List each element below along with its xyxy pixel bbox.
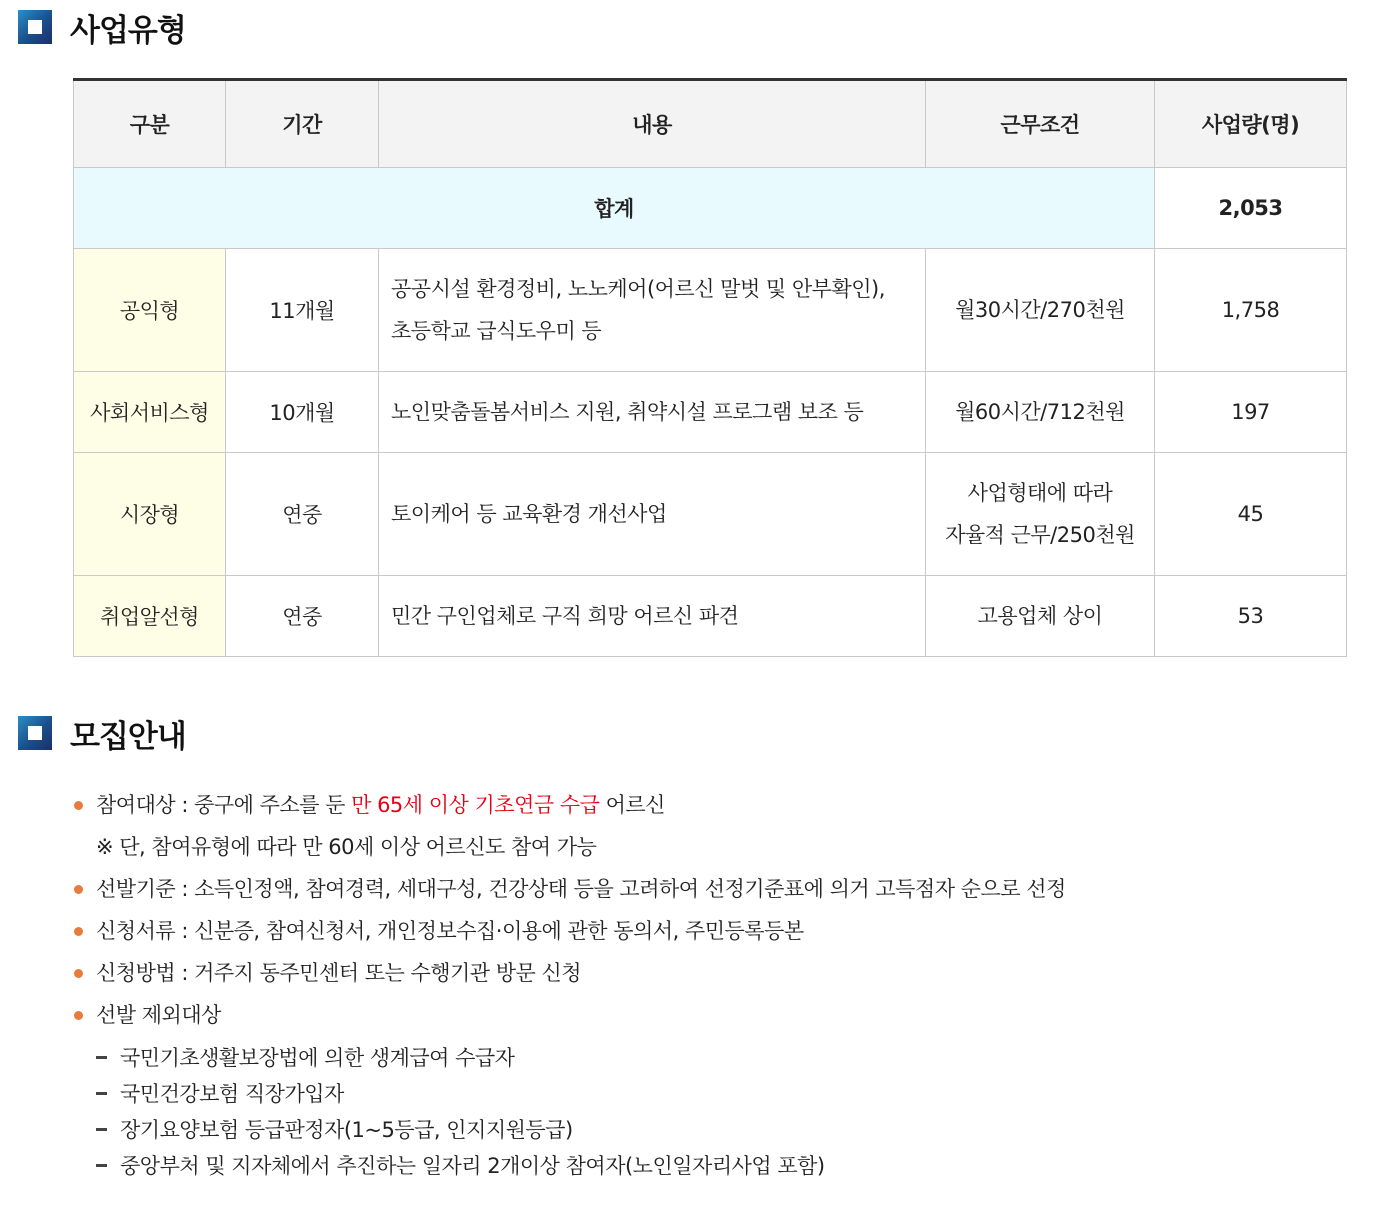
table-row — [74, 249, 1347, 372]
list-item-criteria — [73, 868, 1273, 910]
conditions-line: 월30시간/270천원 — [955, 298, 1125, 322]
target-note: ※ 단, 참여유형에 따라 만 60세 이상 어르신도 참여 가능 — [96, 835, 597, 859]
content-line: 토이케어 등 교육환경 개선사업 — [391, 502, 667, 526]
conditions-line: 사업형태에 따라 — [967, 481, 1113, 505]
exclusion-text: 국민건강보험 직장가입자 — [120, 1082, 344, 1106]
column-header-type: 구분 — [74, 80, 226, 168]
total-row — [74, 168, 1347, 249]
period-cell: 10개월 — [226, 372, 379, 453]
dash-bullet-icon — [96, 1092, 107, 1095]
exclusions-list — [73, 1040, 1273, 1184]
exclusion-text: 국민기초생활보장법에 의한 생계급여 수급자 — [120, 1046, 515, 1070]
count-cell: 197 — [1155, 372, 1347, 453]
period-cell: 연중 — [226, 576, 379, 657]
exclusion-text: 장기요양보험 등급판정자(1~5등급, 인지지원등급) — [120, 1118, 573, 1142]
table-row — [74, 576, 1347, 657]
target-suffix: 어르신 — [599, 793, 665, 817]
business-type-table — [73, 78, 1347, 657]
conditions-line: 자율적 근무/250천원 — [945, 523, 1135, 547]
dash-bullet-icon — [96, 1128, 107, 1131]
dash-bullet-icon — [96, 1164, 107, 1167]
content-line: 노인맞춤돌봄서비스 지원, 취약시설 프로그램 보조 등 — [391, 400, 864, 424]
period-cell: 연중 — [226, 453, 379, 576]
exclusion-item — [73, 1112, 1273, 1148]
bullet-dot-icon — [74, 801, 83, 810]
content-line: 공공시설 환경정비, 노노케어(어르신 말벗 및 안부확인), — [391, 277, 885, 301]
square-bullet-icon — [18, 716, 52, 750]
table-header-row — [74, 80, 1347, 168]
section-title: 사업유형 — [70, 12, 186, 49]
list-item-method — [73, 952, 1273, 994]
total-value: 2,053 — [1155, 168, 1347, 249]
target-prefix: 참여대상 : 중구에 주소를 둔 — [96, 793, 352, 817]
bullet-dot-icon — [74, 885, 83, 894]
square-bullet-icon — [18, 10, 52, 44]
column-header-count: 사업량(명) — [1155, 80, 1347, 168]
content-line: 민간 구인업체로 구직 희망 어르신 파견 — [391, 604, 739, 628]
count-cell: 1,758 — [1155, 249, 1347, 372]
target-highlight: 만 65세 이상 기초연금 수급 — [351, 793, 600, 817]
dash-bullet-icon — [96, 1056, 107, 1059]
conditions-line: 월60시간/712천원 — [955, 400, 1125, 424]
total-label: 합계 — [74, 168, 1155, 249]
type-cell: 사회서비스형 — [74, 372, 226, 453]
bullet-dot-icon — [74, 969, 83, 978]
section-heading-recruitment — [18, 713, 186, 753]
column-header-conditions: 근무조건 — [926, 80, 1155, 168]
method-text: 신청방법 : 거주지 동주민센터 또는 수행기관 방문 신청 — [96, 961, 582, 985]
bullet-dot-icon — [74, 1011, 83, 1020]
type-cell: 취업알선형 — [74, 576, 226, 657]
exclusions-title: 선발 제외대상 — [96, 1003, 221, 1027]
content-line: 초등학교 급식도우미 등 — [391, 319, 602, 343]
recruitment-info-list — [73, 784, 1273, 1184]
period-cell: 11개월 — [226, 249, 379, 372]
table-row — [74, 453, 1347, 576]
criteria-text: 선발기준 : 소득인정액, 참여경력, 세대구성, 건강상태 등을 고려하여 선정기준표에 의거 고득점자 순으로 선정 — [96, 877, 1066, 901]
content-cell — [379, 249, 926, 372]
bullet-dot-icon — [74, 927, 83, 936]
conditions-cell — [926, 249, 1155, 372]
conditions-cell — [926, 576, 1155, 657]
conditions-line: 고용업체 상이 — [977, 604, 1103, 628]
type-cell: 시장형 — [74, 453, 226, 576]
exclusion-item — [73, 1148, 1273, 1184]
conditions-cell — [926, 372, 1155, 453]
count-cell: 45 — [1155, 453, 1347, 576]
list-item-exclusions — [73, 994, 1273, 1036]
conditions-cell — [926, 453, 1155, 576]
exclusion-text: 중앙부처 및 지자체에서 추진하는 일자리 2개이상 참여자(노인일자리사업 포함) — [120, 1154, 825, 1178]
section-title: 모집안내 — [70, 718, 186, 755]
column-header-period: 기간 — [226, 80, 379, 168]
type-cell: 공익형 — [74, 249, 226, 372]
count-cell: 53 — [1155, 576, 1347, 657]
content-cell — [379, 453, 926, 576]
content-cell — [379, 372, 926, 453]
table-row — [74, 372, 1347, 453]
exclusion-item — [73, 1076, 1273, 1112]
column-header-content: 내용 — [379, 80, 926, 168]
documents-text: 신청서류 : 신분증, 참여신청서, 개인정보수집·이용에 관한 동의서, 주민등록등본 — [96, 919, 804, 943]
section-heading-business-types — [18, 7, 186, 47]
list-item-target — [73, 784, 1273, 826]
exclusion-item — [73, 1040, 1273, 1076]
list-item-documents — [73, 910, 1273, 952]
content-cell — [379, 576, 926, 657]
